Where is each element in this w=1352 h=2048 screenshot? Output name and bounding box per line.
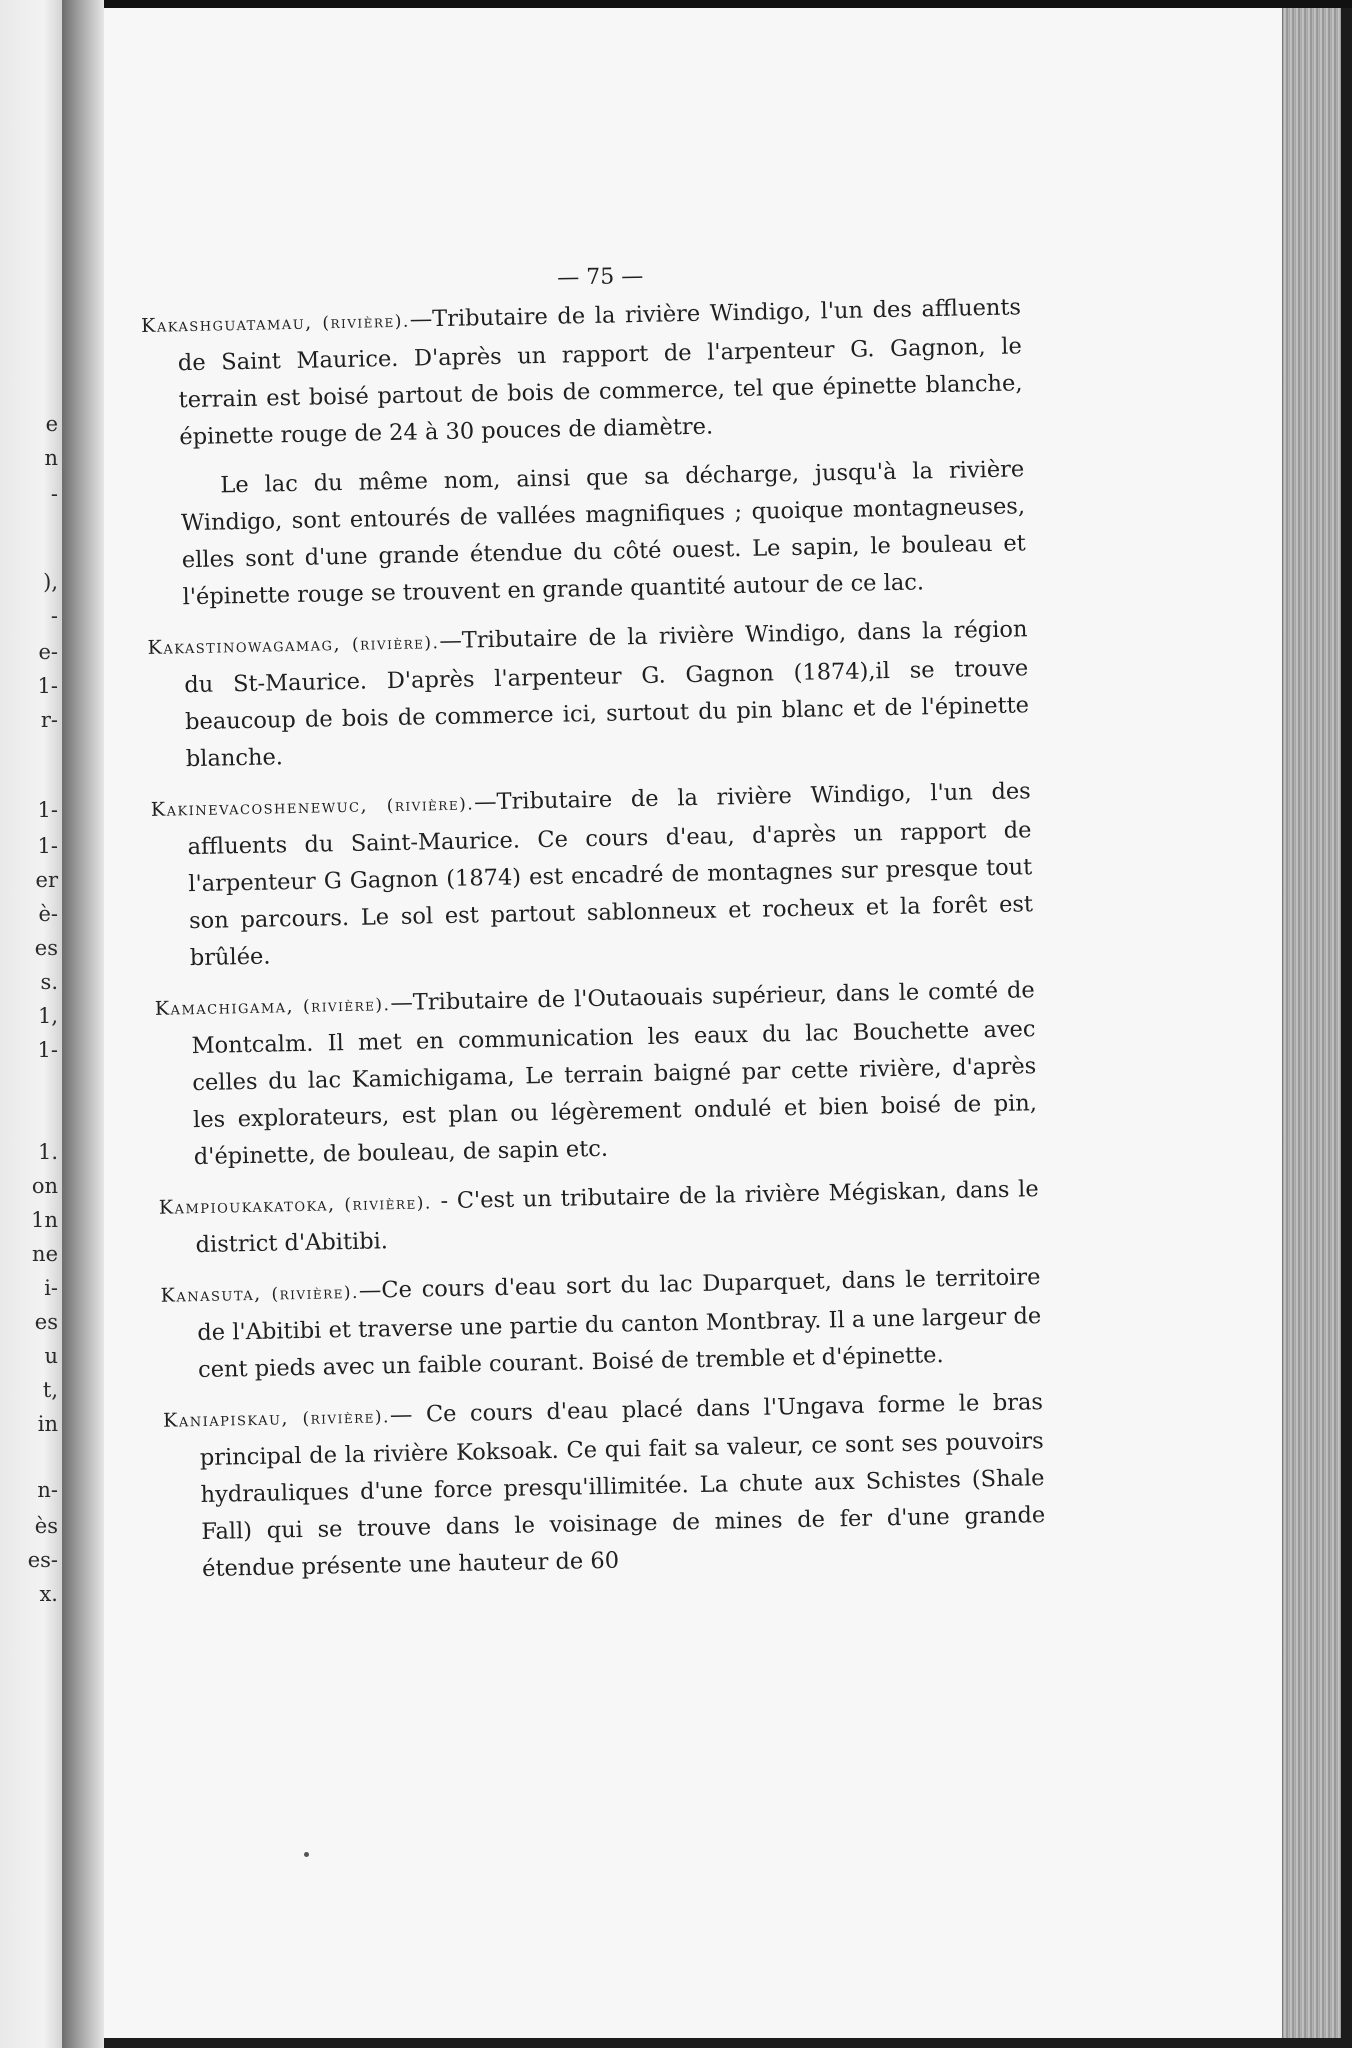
left-fragment: es: [34, 936, 58, 960]
left-fragment: e: [45, 412, 58, 436]
left-fragment: 1.: [37, 1140, 58, 1164]
entry-headword: Kakashguatamau,: [140, 311, 313, 337]
entry-headword: Kaniapiskau,: [162, 1407, 290, 1432]
scan-top-border: [0, 0, 1352, 8]
left-fragment: -: [50, 482, 58, 506]
entry-continuation: Le lac du même nom, ainsi que sa décharge, jusqu'à la rivière Windigo, sont entourés de vallées magnifiques ; quoique montagneuses, elles sont d'une grande étendue du côté ouest. Le sapin, le bouleau et l'épinette rouge se trouvent en grande quantité autour de ce lac.: [180, 456, 1026, 611]
dictionary-entry: [141, 289, 1024, 457]
entry-text: - C'est un tributaire de la rivière Mégiskan, dans le district d'Abitibi.: [195, 1176, 1039, 1259]
dictionary-entry: [150, 773, 1034, 978]
entry-headword: Kanasuta,: [160, 1282, 262, 1307]
entry-kind: (rivière).: [302, 1407, 391, 1429]
left-facing-page: [0, 0, 64, 2048]
entry-headword: Kakinevacoshenewuc,: [150, 794, 369, 821]
entry-kind: (rivière).: [271, 1282, 360, 1305]
entry-text: —Ce cours d'eau sort du lac Duparquet, dans le territoire de l'Abitibi et traverse une partie du canton Montbray. Il a une largeur de cent pieds avec un faible courant. Boisé de tremble et d'épinette.: [197, 1264, 1042, 1384]
entry-text: — Ce cours d'eau placé dans l'Ungava forme le bras principal de la rivière Koksoak. Ce qui fait sa valeur, ce sont ses pouvoirs hydrauliques d'une force presqu'illimitée. La chute aux Schistes (Shale Fall) qui se trouve dans le voisinage de mines de fer d'une grande étendue présente une hauteur de 60: [199, 1389, 1046, 1583]
entry-kind: (rivière).: [386, 794, 475, 817]
entry-kind: (rivière).: [344, 1193, 432, 1216]
dictionary-entry: [154, 972, 1038, 1177]
left-fragment: i-: [44, 1276, 58, 1300]
entry-headword: Kamachigama,: [154, 995, 295, 1020]
entry-headword: Kakastinowagamag,: [147, 633, 342, 659]
entry-text: —Tributaire de la rivière Windigo, l'un des affluents de Saint Maurice. D'après un rapport de l'arpenteur G. Gagnon, le terrain est boisé partout de bois de commerce, tel que épinette blanche, épinette rouge de 24 à 30 pouces de diamètre.: [177, 294, 1023, 451]
dictionary-entry: [160, 1259, 1042, 1390]
book-gutter-shadow: [62, 0, 104, 2048]
left-fragment: e-: [38, 640, 58, 664]
page-edges: [1282, 8, 1341, 2038]
left-fragment: 1-: [37, 674, 58, 698]
left-fragment: n: [44, 446, 58, 470]
left-fragment: n-: [37, 1478, 58, 1502]
left-fragment: es: [34, 1310, 58, 1334]
dictionary-entry: [147, 611, 1030, 779]
left-fragment: r-: [40, 708, 58, 732]
entry-text: —Tributaire de l'Outaouais supérieur, dans le comté de Montcalm. Il met en communication les eaux du lac Bouchette avec celles du lac Kamichigama, Le terrain baigné par cette rivière, d'après les explorateurs, est plan ou légèrement ondulé et bien boisé de pin, d'épinette, de bouleau, de sapin etc.: [191, 977, 1038, 1171]
left-fragment: in: [37, 1412, 58, 1436]
left-fragment: 1-: [37, 1038, 58, 1062]
left-fragment: x.: [39, 1582, 58, 1606]
left-fragment: ès: [34, 1514, 58, 1538]
page-text-block: [140, 250, 1047, 1600]
left-fragment: è-: [38, 902, 58, 926]
left-fragment: 1-: [37, 834, 58, 858]
left-fragment: ),: [43, 570, 58, 594]
left-fragment: 1-: [37, 798, 58, 822]
left-fragment: on: [31, 1174, 58, 1198]
entry-kind: (rivière).: [302, 995, 391, 1017]
left-fragment: u: [44, 1344, 58, 1368]
entry-headword: Kampioukakatoka,: [158, 1193, 336, 1219]
entry-kind: (rivière).: [351, 633, 440, 655]
left-fragment: t,: [42, 1378, 58, 1402]
entry-text: —Tributaire de la rivière Windigo, l'un des affluents du Saint-Maurice. Ce cours d'eau, d'après un rapport de l'arpenteur G Gagnon (1874) est encadré de montagnes sur presque tout son parcours. Le sol est partout sablonneux et rocheux et la forêt est brûlée.: [187, 778, 1034, 972]
entry-kind: (rivière).: [322, 311, 410, 334]
dictionary-entry: [163, 1384, 1047, 1589]
dictionary-entry: [158, 1171, 1039, 1265]
left-fragment: 1,: [37, 1004, 58, 1028]
left-fragment: 1n: [31, 1208, 58, 1232]
left-fragment: s.: [40, 970, 58, 994]
left-fragment: ne: [32, 1242, 58, 1266]
left-fragment: -: [50, 604, 58, 628]
entry-text: —Tributaire de la rivière Windigo, dans la région du St-Maurice. D'après l'arpenteur G. Gagnon (1874),il se trouve beaucoup de bois de commerce ici, surtout du pin blanc et de l'épinette blanche.: [184, 616, 1030, 773]
left-fragment: es-: [27, 1548, 58, 1572]
scan-speck: [304, 1852, 309, 1857]
left-fragment: er: [35, 868, 58, 892]
page-number: — 75 —: [557, 263, 644, 291]
